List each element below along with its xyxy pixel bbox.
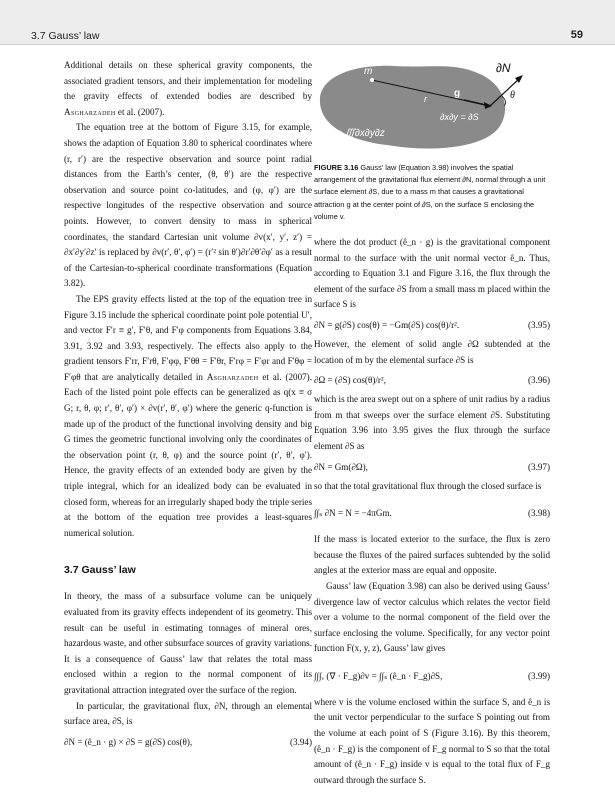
equation-3-95	[314, 313, 550, 337]
section-heading: 3.7 Gauss’ law	[64, 564, 136, 577]
equation-body: ∂N = Gm(∂Ω),	[314, 461, 368, 472]
figure-caption: FIGURE 3.16 Gauss’ law (Equation 3.98) involves the spatial arrangement of the gravitational flux element ∂N, normal through a unit surface element ∂S, due to a mass m that causes a gravitational attraction g at the center point of ∂S, on the surface S enclosing the volume v.	[314, 163, 546, 221]
label-m: m	[364, 66, 373, 77]
label-theta: θ	[510, 90, 515, 101]
paragraph-5: In particular, the gravitational flux, ∂N, through an elemental surface area, ∂S, is	[64, 700, 312, 727]
right-column	[314, 58, 550, 788]
gauss-law-diagram	[314, 58, 550, 154]
equation-3-97	[314, 455, 550, 479]
equation-body: ∂Ω = (∂S) cos(θ)/r²,	[314, 375, 386, 386]
equation-body: ∂N = g(∂S) cos(θ) = −Gm(∂S) cos(θ)/r².	[314, 319, 460, 330]
equation-3-94	[64, 730, 312, 754]
equation-number: (3.99)	[528, 670, 550, 681]
equation-body: ∫∫ₛ ∂N = N = −4πGm.	[314, 508, 392, 519]
equation-number: (3.94)	[290, 736, 312, 747]
equation-3-99	[314, 657, 550, 695]
paragraph-9: so that the total gravitational flux through the closed surface is	[314, 480, 542, 491]
caption-label: FIGURE 3.16	[314, 163, 359, 172]
figure-3-16	[314, 58, 550, 154]
mass-point	[370, 78, 374, 82]
equation-body: ∂N = (ê_n · g) × ∂S = g(∂S) cos(θ),	[64, 736, 193, 747]
paragraph-2: The equation tree at the bottom of Figure 3.15, for example, shows the adaption of Equation 3.80 to spherical coordinates where (r, r′) are the respective observation and source point radial distances from the Earth’s center, (θ, θ′) are the respective observation and source point co-latitudes, and (φ, φ′) are the respective longitudes of the respective observation and source points. However, to convert density to mass in spherical coordinates, the standard Cartesian unit volume ∂v(x′, y′, z′) = ∂x′∂y′∂z′ is replaced by ∂v(r′, θ′, φ′) = (r′² sin θ′)∂r′∂θ′∂φ′ as a result of the Cartesian-to-spherical coordinate transformations (Equation 3.82).	[64, 122, 312, 289]
equation-body: ∫∫∫ᵥ (∇ · F_g)∂v = ∫∫ₛ (ê_n · F_g)∂S,	[314, 670, 443, 681]
label-r: r	[424, 94, 427, 104]
page-number: 59	[570, 29, 583, 41]
author-name: Asgharzadeh	[64, 106, 116, 117]
equation-number: (3.96)	[528, 375, 550, 386]
equation-number: (3.97)	[528, 461, 550, 472]
label-g: g	[454, 88, 461, 99]
equation-3-96	[314, 368, 550, 392]
paragraph-6: where the dot product (ê_n · g) is the gravitational component normal to the surface with the unit normal vector ê_n. Thus, according to Equation 3.1 and Figure 3.16, the flux through the element of the surface ∂S from a small mass m placed within the surface S is	[314, 237, 550, 310]
label-flux: ∂N	[496, 61, 511, 75]
paragraph-12: where v is the volume enclosed within the surface S, and ê_n is the unit vector perpendicular to the surface S pointing out from the volume at each point of S (Figure 3.16). By this theorem, (ê_n · F_g) is the component of F_g normal to S so that the total amount of (ê_n · F_g) inside v is equal to the total flux of F_g outward through the surface S.	[314, 696, 550, 785]
paragraph-1: Additional details on these spherical gravity components, the associated gradient tensors, and their implementation for modeling the gravity effects of extended bodies are described by Asgharzadeh et al. (2007).	[64, 60, 312, 117]
header-section-title: 3.7 Gauss’ law	[31, 30, 100, 42]
paragraph-7: However, the element of solid angle ∂Ω subtended at the location of m by the elemental surface ∂S is	[314, 338, 550, 365]
equation-3-98	[314, 494, 550, 532]
author-name: Asgharzadeh	[206, 371, 259, 382]
paragraph-10: If the mass is located exterior to the surface, the flux is zero because the fluxes of the paired surfaces subtended by the solid angles at the exterior mass are equal and opposite.	[314, 534, 550, 576]
label-surface-element: ∂x∂y = ∂S	[440, 112, 479, 122]
equation-number: (3.95)	[528, 319, 550, 330]
paragraph-4: In theory, the mass of a subsurface volume can be uniquely evaluated from its gravity effects independent of its geometry. This result can be useful in estimating tonnages of mineral ores, hazardous waste, and other subsurface sources of gravity variations. It is a consequence of Gauss’ law that relates the total mass enclosed within a region to the normal component of its gravitational attraction integrated over the surface of the region.	[64, 591, 312, 695]
left-column	[64, 58, 312, 754]
paragraph-11: Gauss’ law (Equation 3.98) can also be derived using Gauss’ divergence law of vector calculus which relates the vector field over a volume to the normal component of the field over the surface enclosing the volume. Specifically, for any vector point function F(x, y, z), Gauss’ law gives	[314, 580, 550, 654]
paragraph-3: The EPS gravity effects listed at the top of the equation tree in Figure 3.15 include the spherical coordinate point pole potential U′, and vector F′r ≡ g′, F′θ, and F′φ components from Equations 3.84, 3.91, 3.92 and 3.93, respectively. The effects also apply to the gradient tensors F′rr, F′rθ, F′φφ, F′θθ = F′θr, F′rφ = F′φr and F′θφ = F′φθ that are analytically detailed in Asgharzadeh et al. (2007). Each of the listed point pole effects can be generalized as q(x ≡ σ G; r, θ, φ; r′, θ′, φ′) × ∂v(r′, θ′, φ′) where the generic q-function is made up of the product of the functional involving density and big G times the geometric functional involving only the coordinates of the observation point (r, θ, φ) and the source point (r′, θ′, φ′). Hence, the gravity effects of an extended body are given by the triple integral, which for an idealized body can be evaluated in closed form, whereas for an irregularly shaped body the triple series at the bottom of the equation tree provides a least-squares numerical solution.	[64, 293, 312, 538]
label-volume: v = ∭∂x∂y∂z	[328, 128, 385, 139]
running-header	[0, 0, 615, 45]
paragraph-8: which is the area swept out on a sphere of unit radius by a radius from m that sweeps over the surface element ∂S. Substituting Equation 3.96 into 3.95 gives the flux through the surface element ∂S as	[314, 394, 550, 451]
equation-number: (3.98)	[528, 508, 550, 519]
